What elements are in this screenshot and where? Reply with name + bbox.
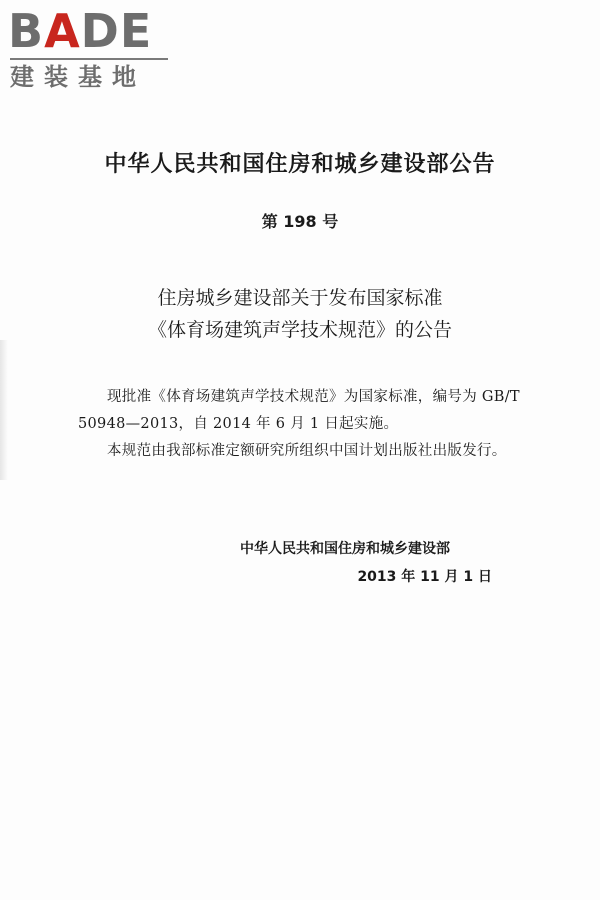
logo-letters-de: DE: [80, 4, 153, 58]
logo-divider: [10, 58, 168, 60]
announcement-number: 第 198 号: [261, 212, 339, 231]
signature-date: 2013 年 11 月 1 日: [357, 569, 492, 585]
page-edge-shadow: [0, 340, 8, 480]
announcement-subtitle-line2: 《体育场建筑声学技术规范》的公告: [147, 319, 452, 341]
body-paragraph-approval: 现批准《体育场建筑声学技术规范》为国家标准，编号为 GB/T 50948—2013，自 2014 年 6 月 1 日起实施。: [78, 389, 520, 432]
document-title: 中华人民共和国住房和城乡建设部公告: [104, 152, 496, 177]
signature-organization: 中华人民共和国住房和城乡建设部: [240, 541, 450, 557]
logo-letter-b: B: [8, 4, 45, 58]
announcement-subtitle-line1: 住房城乡建设部关于发布国家标准: [157, 287, 443, 309]
logo-letter-a-accent: A: [44, 4, 81, 58]
logo-wordmark: [8, 6, 152, 56]
logo-subtitle: 建装基地: [10, 63, 146, 91]
body-paragraph-publication: 本规范由我部标准定额研究所组织中国计划出版社出版发行。: [107, 443, 507, 459]
bade-logo: [8, 6, 178, 92]
